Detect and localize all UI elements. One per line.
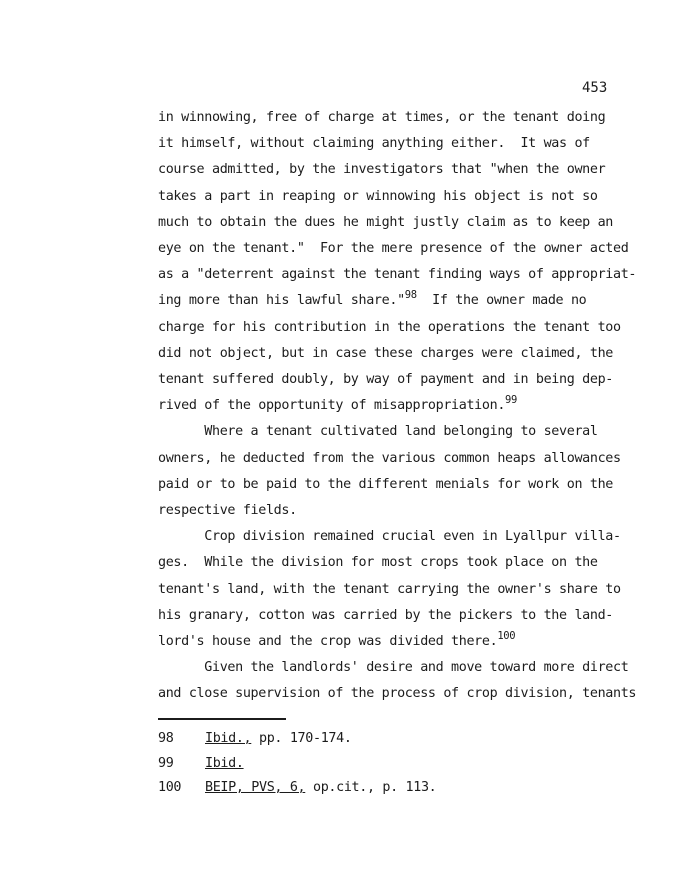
footnote-separator (158, 718, 286, 720)
footnote-number: 98 (158, 731, 174, 746)
footnote-citation: op.cit., p. 113. (305, 780, 437, 795)
text-line: did not object, but in case these charges were claimed, the (158, 345, 613, 361)
footnote-reference: BEIP, PVS, 6, (205, 780, 306, 795)
footnote-text (205, 780, 436, 795)
text-line: tenant suffered doubly, by way of payment and in being dep- (158, 372, 613, 387)
text-line: ges. While the division for most crops took place on the (158, 555, 598, 571)
text-line: tenant's land, with the tenant carrying the owner's share to (158, 581, 621, 597)
text-line (158, 630, 516, 649)
text-line: much to obtain the dues he might justly claim as to keep an (158, 214, 613, 230)
text-line: takes a part in reaping or winnowing his object is not so (158, 188, 598, 204)
text-segment: ing more than his lawful share." (158, 293, 405, 309)
text-line: charge for his contribution in the operations the tenant too (158, 319, 621, 335)
text-segment: If the owner made no (416, 293, 587, 309)
text-line: owners, he deducted from the various common heaps allowances (158, 450, 621, 466)
page-number: 453 (582, 80, 608, 96)
footnote-reference: Ibid., (205, 731, 252, 746)
text-line: and close supervision of the process of crop division, tenants (158, 686, 637, 702)
text-segment: rived of the opportunity of misappropriation. (158, 398, 506, 414)
text-line: paid or to be paid to the different menials for work on the (158, 476, 613, 492)
footnote-text (205, 756, 244, 771)
text-line: it himself, without claiming anything either. It was of (158, 136, 590, 152)
text-line: as a "deterrent against the tenant finding ways of appropriat- (158, 267, 637, 283)
footnote-text (205, 731, 352, 746)
footnote-marker: 98 (404, 289, 417, 302)
text-line: Where a tenant cultivated land belonging to several (158, 424, 598, 440)
footnote-number: 99 (158, 755, 174, 771)
text-line: Given the landlords' desire and move toward more direct (158, 660, 629, 676)
text-line (158, 394, 517, 414)
text-segment: lord's house and the crop was divided there. (158, 634, 498, 649)
text-line: course admitted, by the investigators that "when the owner (158, 162, 606, 178)
footnote-marker: 100 (497, 630, 516, 642)
text-line: his granary, cotton was carried by the pickers to the land- (158, 607, 613, 623)
text-line: Crop division remained crucial even in Lyallpur villa- (158, 529, 621, 545)
text-line (158, 289, 587, 309)
footnote-marker: 99 (505, 394, 517, 407)
footnote-number: 100 (158, 780, 182, 795)
text-line: respective fields. (158, 503, 297, 518)
text-line: eye on the tenant." For the mere presence of the owner acted (158, 241, 629, 256)
text-line: in winnowing, free of charge at times, or the tenant doing (158, 110, 606, 125)
footnote-reference: Ibid. (205, 755, 244, 771)
footnote-citation: pp. 170-174. (251, 731, 352, 746)
